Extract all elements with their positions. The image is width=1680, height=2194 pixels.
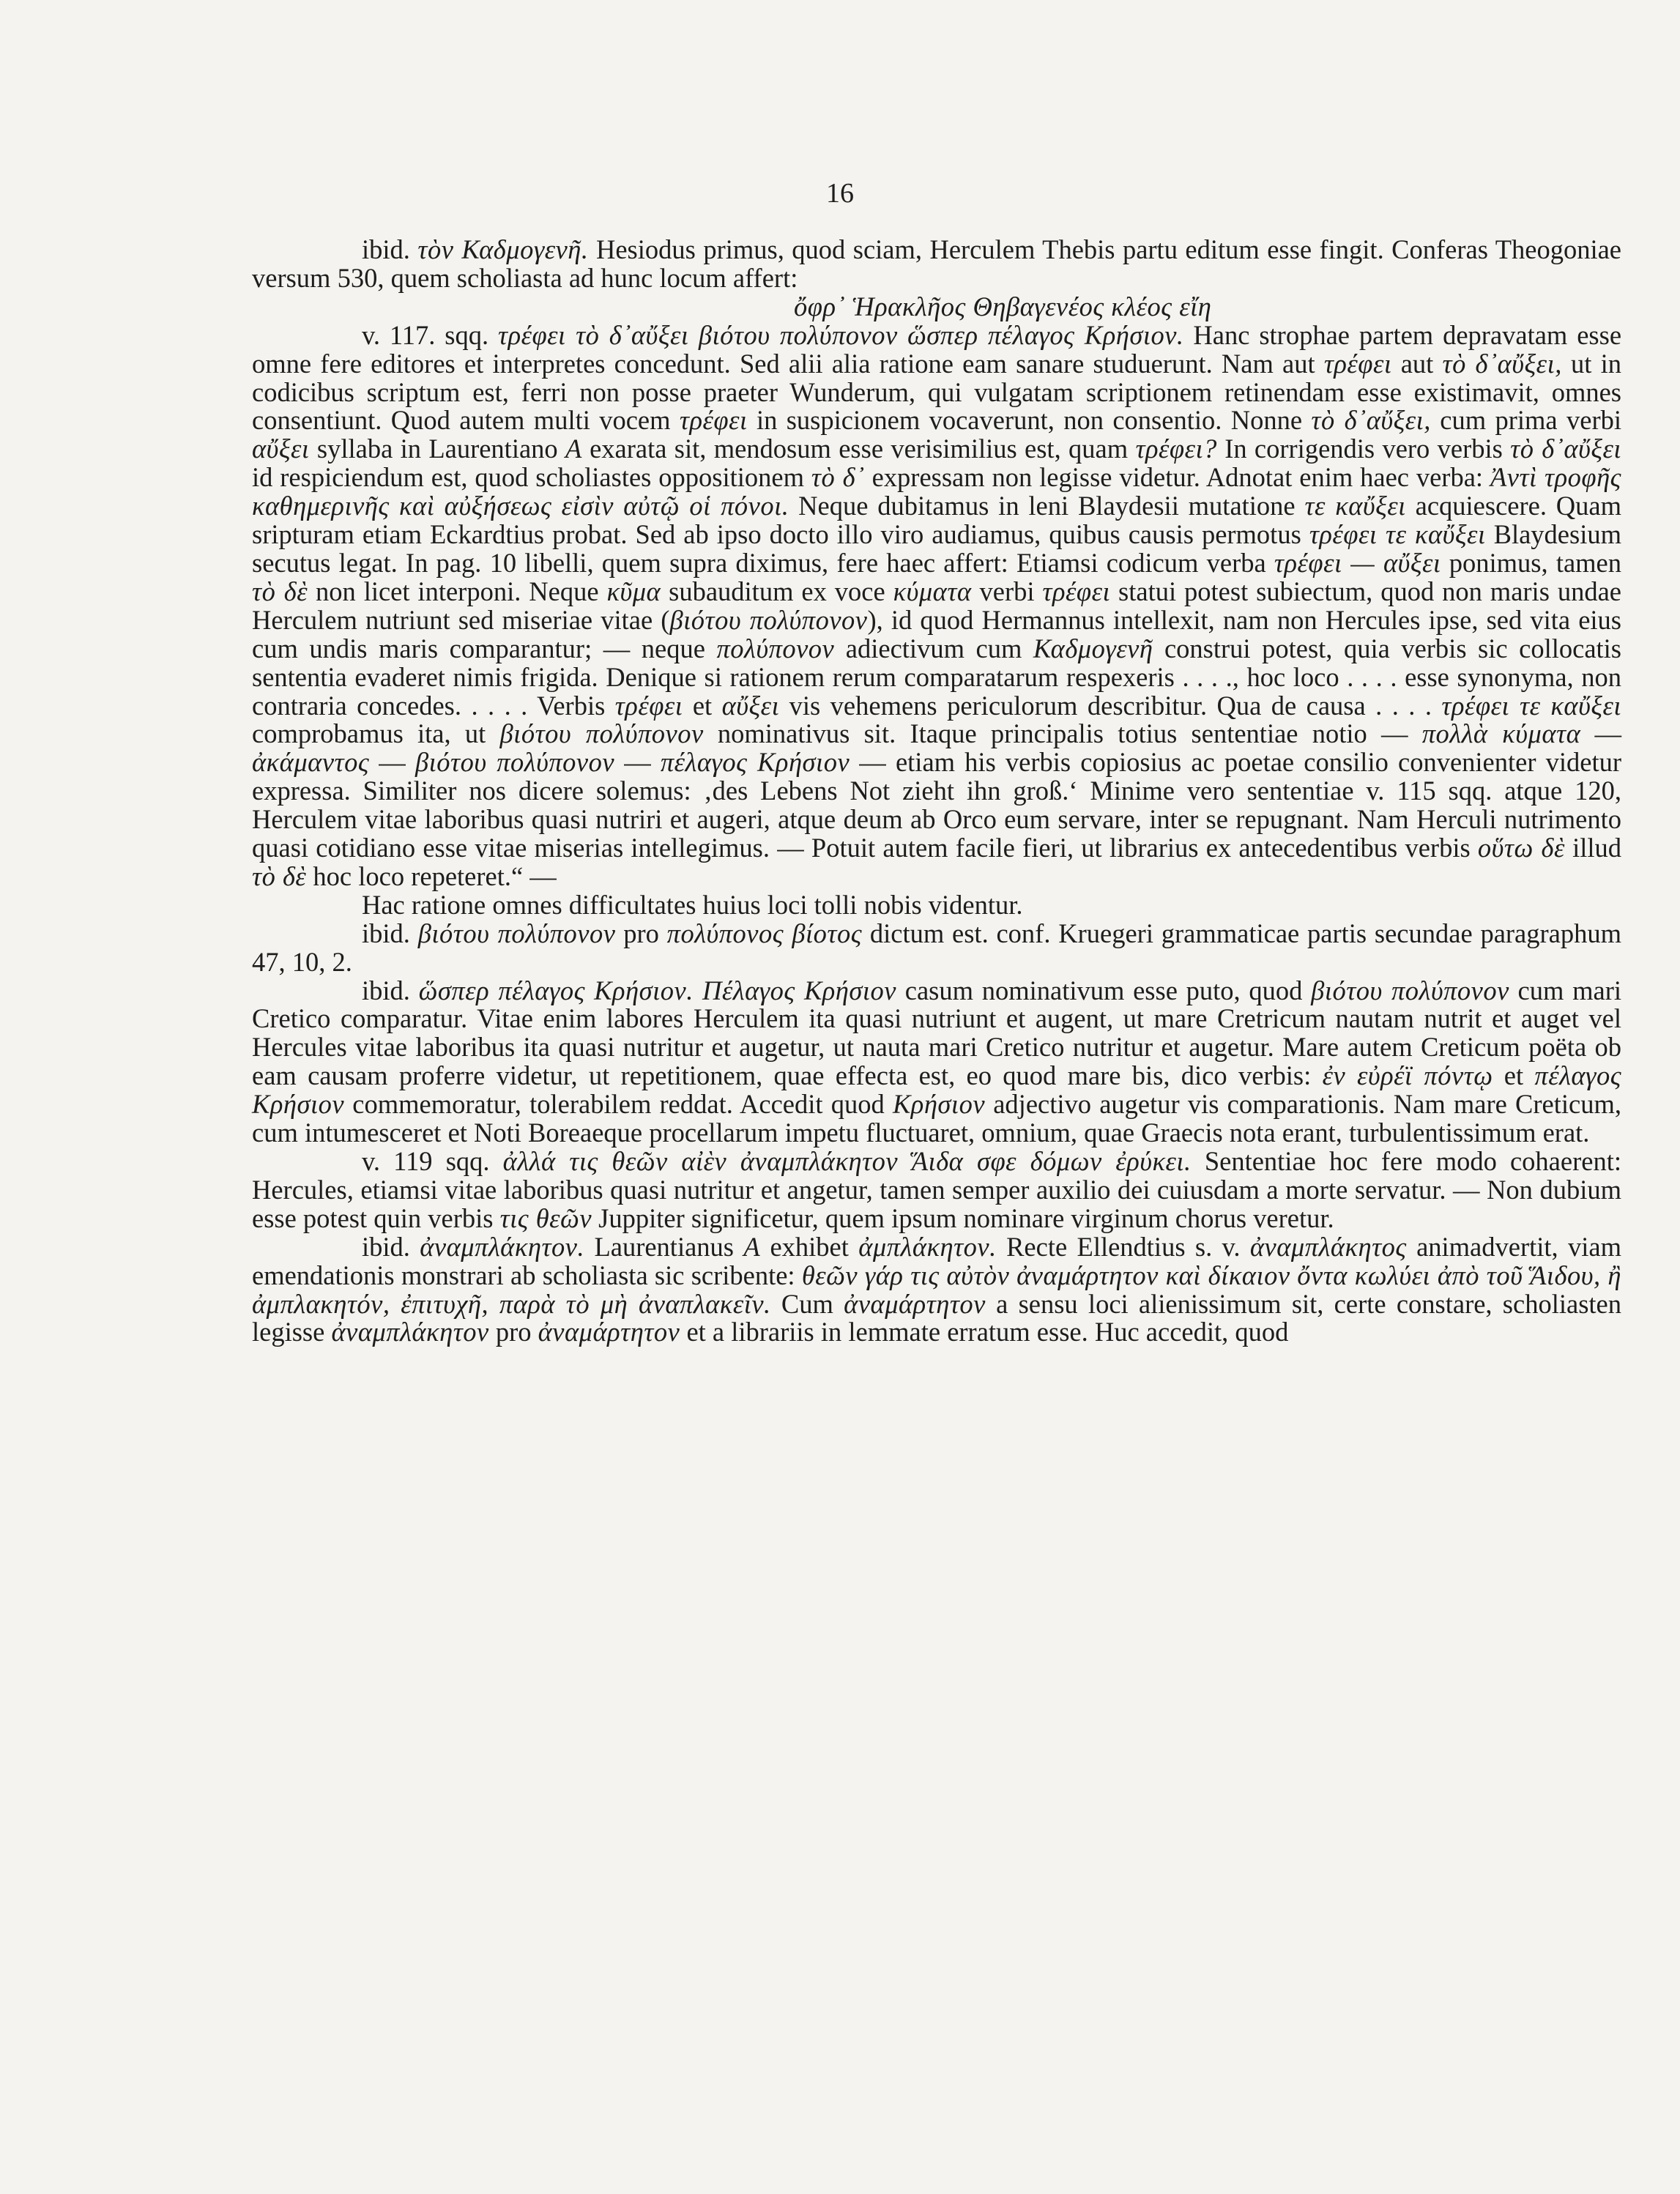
greek-text: ἀναμπλάκητον.: [420, 1231, 585, 1262]
latin-text: Hac ratione omnes difficultates huius loci tolli nobis videntur.: [362, 889, 1023, 920]
paragraph-p3: [252, 891, 1621, 920]
greek-text: βιότου πολύπονον: [1311, 975, 1509, 1005]
latin-text: cum prima verbi: [1430, 405, 1621, 436]
greek-text: ἀκάμαντος: [252, 747, 370, 778]
latin-text: Blaydesium secutus legat. In pag. 10 libelli, quem supra diximus, fere haec affert: Etiamsi codicum verba: [252, 519, 1621, 578]
latin-text: animadvertit, viam emendationis monstrari ab scholiasta sic scribente:: [252, 1231, 1621, 1290]
greek-text: τὸ δ᾽αὔξει,: [1442, 348, 1562, 379]
text-body: [252, 236, 1621, 1347]
greek-text: ἐν εὐρέϊ πόντῳ: [1322, 1060, 1493, 1091]
greek-text: πολλὰ κύματα: [1421, 718, 1581, 749]
latin-text: expressam non legisse videtur. Adnotat enim haec verba:: [864, 462, 1490, 493]
latin-text: — etiam his verbis copiosius ac poetae consilio convenienter videtur expressa. Similiter nos dicere solemus: ‚des Lebens Not zieht ihn groß.‘ Minime vero sententiae v. 115 sqq. atque 120, Herculem vitae laboribus quasi nutriri et augeri, atque deum ab Orco eum servare, inter se repugnant. Nam Herculi nutrimento quasi cotidiano esse vitae miserias intellegimus. — Potuit autem facile fieri, ut librarius ex antecedentibus verbis: [252, 747, 1622, 863]
latin-text: —: [369, 747, 415, 778]
greek-text: ὄφρ᾽ Ἡρακλῆος Θηβαγενέος κλέος εἴη: [794, 291, 1212, 321]
greek-text: τὸν Καδμογενῆ.: [417, 234, 589, 264]
latin-text: id respiciendum est, quod scholiastes oppositionem: [252, 462, 811, 493]
latin-text: exarata sit, mendosum esse verisimilius est, quam: [581, 434, 1136, 464]
greek-text: οὕτω δὲ: [1477, 833, 1565, 863]
greek-text: θεῶν γάρ τις αὐτὸν ἀναμάρτητον καὶ δίκαιον ὄντα κωλύει ἀπὸ τοῦ Ἅιδου, ἢ ἀμπλακητόν, ἐπιτυχῆ, παρὰ τὸ μὴ ἀναπλακεῖν.: [252, 1260, 1621, 1319]
latin-text: v. 119 sqq.: [362, 1146, 503, 1176]
greek-text: τὸ δὲ: [252, 860, 307, 891]
greek-text: τὸ δὲ: [252, 576, 308, 606]
latin-text: commemoratur, tolerabilem reddat. Accedit quod: [344, 1089, 893, 1120]
page-number: 16: [826, 178, 854, 209]
greek-text: κῦμα: [606, 576, 661, 606]
latin-text: Recte Ellendtius s. v.: [996, 1231, 1250, 1262]
latin-text: aut: [1391, 348, 1443, 379]
greek-text: ἀναμάρτητον: [844, 1288, 986, 1319]
greek-text: τρέφει τε καὔξει: [1309, 519, 1486, 550]
greek-text: αὔξει: [721, 690, 780, 721]
latin-text: v. 117. sqq.: [362, 319, 499, 350]
latin-text: hoc loco repeteret.“ —: [306, 860, 557, 891]
greek-text: τρέφει?: [1135, 434, 1217, 464]
greek-text: τρέφει — αὔξει: [1274, 547, 1441, 578]
latin-text: exhibet: [760, 1231, 859, 1262]
latin-text: ibid.: [362, 234, 418, 264]
latin-text: acquiescere. Quam sripturam etiam Eckardtius probat. Sed ab ipso docto illo viro audiamus, quibus causis permotus: [252, 491, 1621, 550]
greek-text: Καδμογενῆ: [1033, 633, 1153, 663]
latin-text: cum mari Cretico comparatur. Vitae enim labores Herculem ita quasi nutriunt et augent, ut mare Cretricum nautam nutrit et auget vel Hercules vitae laboribus ita quasi nutritur et augetur, ut nauta mari Cretico nutritur et augetur. Mare autem Creticum poëta ob eam causam proferre videtur, ut repetitionem, quae effecta est, eo quod mare bis, dico verbis:: [252, 975, 1621, 1091]
latin-text: Cum: [770, 1288, 844, 1319]
latin-text: dictum est. conf. Kruegeri grammaticae partis secundae paragraphum 47, 10, 2.: [252, 918, 1622, 977]
greek-text: αὔξει: [252, 434, 310, 464]
greek-text: τε καὔξει: [1304, 491, 1406, 521]
latin-text: adiectivum cum: [834, 633, 1033, 663]
greek-text: πέλαγος Κρήσιον: [660, 747, 850, 778]
latin-text: In corrigendis vero verbis: [1216, 434, 1511, 464]
latin-text: verbi: [971, 576, 1043, 606]
greek-text: τὸ δ᾽αὔξει: [1510, 434, 1621, 464]
latin-text: Neque dubitamus in leni Blaydesii mutatione: [789, 491, 1305, 521]
latin-text: pro: [615, 918, 667, 948]
latin-text: comprobamus ita, ut: [252, 718, 500, 749]
greek-text: τρέφει: [1323, 348, 1392, 379]
greek-text: Ἀντὶ τροφῆς καθημερινῆς καὶ αὐξήσεως εἰσὶν αὐτῷ οἱ πόνοι.: [252, 462, 1621, 521]
latin-text: pro: [488, 1317, 538, 1347]
latin-text: Sententiae hoc fere modo cohaerent: Hercules, etiamsi vitae laboribus quasi nutritur et angetur, tamen semper auxilio dei cuiusdam a morte servatur. — Non dubium esse potest quin verbis: [252, 1146, 1621, 1233]
latin-text: Hesiodus primus, quod sciam, Herculem Thebis partu editum esse fingit. Conferas Theogoniae versum 530, quem scholiasta ad hunc locum affert:: [252, 234, 1621, 293]
greek-text: ἀλλά τις θεῶν αἰὲν ἀναμπλάκητον Ἅιδα σφε δόμων ἐρύκει.: [502, 1146, 1192, 1176]
greek-text: τὸ δ᾽αὔξει,: [1311, 405, 1431, 436]
paragraph-p7: [252, 1233, 1621, 1347]
paragraph-p5: [252, 977, 1621, 1148]
paragraph-p6: [252, 1148, 1621, 1233]
latin-text: nominativus sit. Itaque principalis totius sententiae notio —: [703, 718, 1422, 749]
latin-text: ibid.: [362, 975, 419, 1005]
latin-text: adjectivo augetur vis comparationis. Nam mare Creticum, cum intumesceret et Noti Boreaeque procellarum impetu fluctuaret, omnium, quae Graecis nota erant, turbulentissimum erat.: [252, 1089, 1622, 1148]
latin-text: illud: [1564, 833, 1621, 863]
latin-text: in suspicionem vocaverunt, non consentio. Nonne: [747, 405, 1312, 436]
latin-text: a sensu loci alienissimum sit, certe constare, scholiasten legisse: [252, 1288, 1621, 1347]
paragraph-p4: [252, 920, 1621, 977]
latin-text: Juppiter significetur, quem ipsum nominare virginum chorus veretur.: [592, 1202, 1334, 1233]
greek-text: τρέφει: [1042, 576, 1111, 606]
latin-text: Laurentianus: [584, 1231, 744, 1262]
greek-text: πολύπονος βίοτος: [666, 918, 863, 948]
latin-text: ut in codicibus scriptum est, ferri non posse praeter Wunderum, qui vulgatam scriptionem retinendam esse existimavit, omnes consentiunt. Quod autem multi vocem: [252, 348, 1622, 436]
latin-text: ibid.: [362, 918, 418, 948]
greek-text: τρέφει τὸ δ᾽αὔξει βιότου πολύπονον ὥσπερ πέλαγος Κρήσιον.: [498, 319, 1184, 350]
greek-text: Κρήσιον: [892, 1089, 986, 1120]
latin-text: subauditum ex voce: [661, 576, 893, 606]
greek-text: ἀναμάρτητον: [538, 1317, 680, 1347]
latin-text: —: [614, 747, 661, 778]
greek-text: βιότου πολύπονον: [499, 718, 704, 749]
greek-text: βιότου πολύπονον: [415, 747, 615, 778]
latin-text: et: [683, 690, 722, 721]
latin-text: statui potest subiectum, quod non maris undae Herculem nutriunt sed miseriae vitae (: [252, 576, 1621, 635]
greek-text: ἀμπλάκητον.: [858, 1231, 997, 1262]
paragraph-p2: [252, 321, 1621, 891]
latin-text: ibid.: [362, 1231, 420, 1262]
latin-text: —: [1580, 718, 1622, 749]
greek-text: κύματα: [893, 576, 972, 606]
greek-text: ἀναμπλάκητον: [331, 1317, 489, 1347]
greek-text: βιότου πολύπονον: [669, 604, 868, 635]
latin-text: Hanc strophae partem depravatam esse omne fere editores et interpretes concedunt. Sed alii alia ratione eam sanare studuerunt. Nam aut: [252, 319, 1622, 379]
latin-text: syllaba in Laurentiano: [309, 434, 565, 464]
latin-text: construi potest, quia verbis sic collocatis sententia evaderet nimis frigida. Denique si rationem rerum comparatarum respexeris . . . ., hoc loco . . . . esse synonyma, non contraria concedes. . . . . Verbis: [252, 633, 1622, 721]
latin-text: vis vehemens periculorum describitur. Qua de causa . . . .: [779, 690, 1442, 721]
latin-text: et: [1493, 1060, 1535, 1091]
greek-text: τρέφει: [614, 690, 683, 721]
latin-text: ), id quod Hermannus intellexit, nam non Hercules ipse, sed vita eius cum undis maris comparantur; — neque: [252, 604, 1622, 663]
paragraph-p1-quote: [252, 293, 1621, 321]
greek-text: τὸ δ᾽: [811, 462, 865, 493]
greek-text: τρέφει: [679, 405, 748, 436]
greek-text: τρέφει τε καὔξει: [1441, 690, 1621, 721]
greek-text: τις θεῶν: [499, 1202, 592, 1233]
greek-text: βιότου πολύπονον: [417, 918, 616, 948]
greek-text: ὥσπερ πέλαγος Κρήσιον. Πέλαγος Κρήσιον: [418, 975, 897, 1005]
latin-text: casum nominativum esse puto, quod: [896, 975, 1312, 1005]
latin-text: et a librariis in lemmate erratum esse. Huc accedit, quod: [680, 1317, 1289, 1347]
greek-text: Α: [565, 434, 582, 464]
latin-text: non licet interponi. Neque: [308, 576, 607, 606]
greek-text: πέλαγος Κρήσιον: [252, 1060, 1622, 1120]
greek-text: ἀναμπλάκητος: [1249, 1231, 1407, 1262]
paragraph-p1: [252, 236, 1621, 293]
greek-text: Α: [743, 1231, 761, 1262]
latin-text: ponimus, tamen: [1441, 547, 1621, 578]
greek-text: πολύπονον: [716, 633, 835, 663]
